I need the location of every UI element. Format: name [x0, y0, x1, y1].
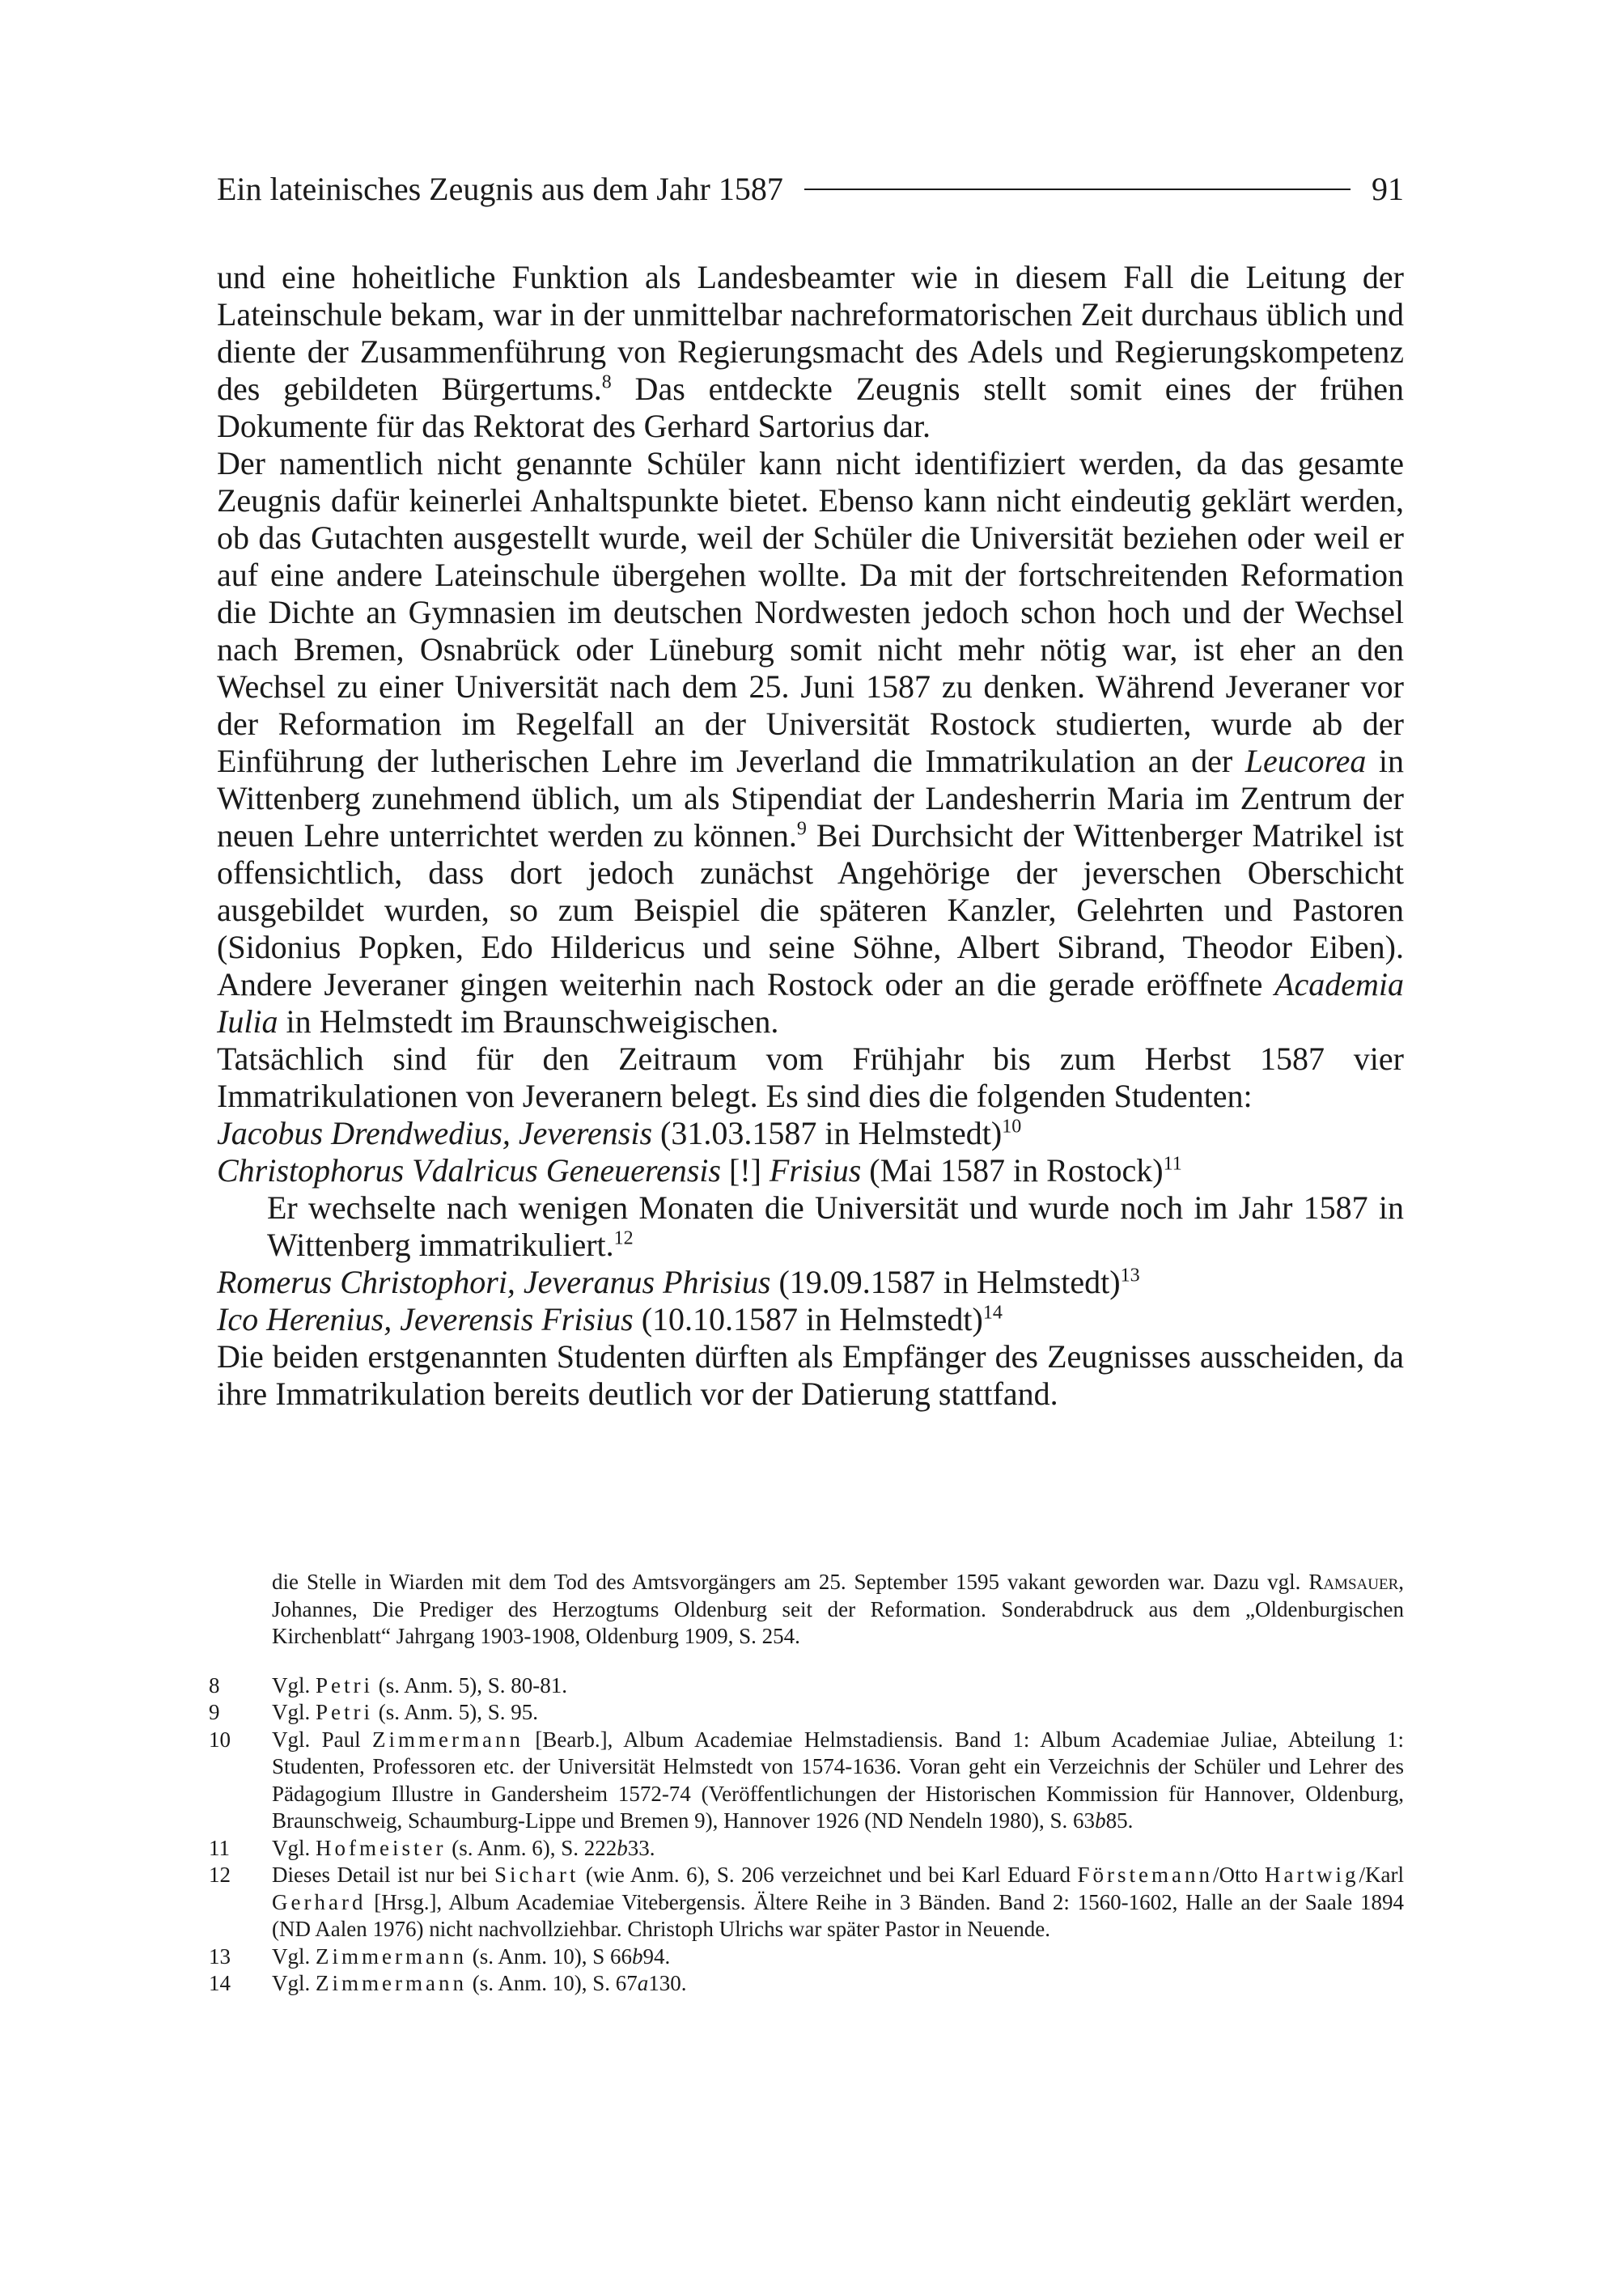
- running-head: [217, 165, 1404, 214]
- footnote-10-text-a: Vgl. Paul: [272, 1727, 373, 1752]
- student-detail-4: (10.10.1587 in Helmstedt): [633, 1301, 983, 1337]
- author-zimmermann: Zimmermann: [316, 1971, 467, 1995]
- author-petri: Petri: [316, 1700, 373, 1724]
- footnote-11: [209, 1835, 1404, 1863]
- page-number: 91: [1372, 171, 1404, 207]
- footnote-ref-13: 13: [1120, 1265, 1140, 1286]
- footnote-text: [272, 1835, 1404, 1863]
- footnote-number: 11: [209, 1835, 230, 1860]
- footnote-11-text-b: (s. Anm. 6), S. 222: [446, 1835, 617, 1860]
- footnote-13: [209, 1943, 1404, 1971]
- student-name-3: Romerus Christophori, Jeveranus Phrisius: [217, 1264, 771, 1300]
- footnote-10: [209, 1727, 1404, 1835]
- student-name-2: Christophorus Vdalricus Geneuerensis: [217, 1152, 721, 1189]
- footnote-text: [272, 1699, 1404, 1727]
- student-name-2-suffix: Frisius: [769, 1152, 862, 1189]
- paragraph-1-text-a: und eine hoheitliche Funktion als Landesbeamter wie in diesem Fall die Leitung der Lateinschule bekam, war in der unmittelbar nachreformatorischen Zeit durchaus üblich und diente der Zusammenführung von Regierungsmacht des Adels und Regierungskompetenz des gebildeten Bürgertums.: [217, 259, 1404, 407]
- footnote-number: 14: [209, 1971, 231, 1995]
- paragraph-3: Tatsächlich sind für den Zeitraum vom Frühjahr bis zum Herbst 1587 vier Immatrikulationen von Jeveranern belegt. Es sind dies die folgenden Studenten:: [217, 1041, 1404, 1114]
- footnote-14-italic: a: [637, 1971, 649, 1995]
- author-foerstemann: Förstemann: [1077, 1863, 1213, 1887]
- footnote-ref-8: 8: [601, 371, 612, 393]
- author-zimmermann: Zimmermann: [372, 1727, 524, 1752]
- running-head-rule: [804, 189, 1351, 190]
- footnote-text: [272, 1727, 1404, 1835]
- student-detail-3: (19.09.1587 in Helmstedt): [770, 1264, 1121, 1300]
- student-entry-4: [217, 1301, 1404, 1338]
- footnote-8-text-a: Vgl.: [272, 1672, 316, 1697]
- footnote-13-italic: b: [632, 1943, 643, 1969]
- student-sic-mark: [!]: [720, 1152, 770, 1189]
- footnote-11-text-a: Vgl.: [272, 1835, 316, 1860]
- footnote-12-text-d: /Karl: [1359, 1863, 1404, 1887]
- paragraph-2-text-b: in Wittenberg zunehmend üblich, um als Stipendiat der Landesherrin Maria im Zentrum der neuen Lehre unterrichtet werden zu können.: [217, 743, 1404, 854]
- student-entry-3: [217, 1264, 1404, 1301]
- running-head-title: Ein lateinisches Zeugnis aus dem Jahr 1587: [217, 171, 783, 207]
- paragraph-4: Die beiden erstgenannten Studenten dürften als Empfänger des Zeugnisses ausscheiden, da ihre Immatrikulation bereits deutlich vor der Datierung stattfand.: [217, 1338, 1404, 1412]
- footnote-number: 8: [209, 1672, 220, 1697]
- author-petri: Petri: [316, 1672, 373, 1697]
- footnote-12-text-b: (wie Anm. 6), S. 206 verzeichnet und bei Karl Eduard: [579, 1863, 1078, 1887]
- author-zimmermann: Zimmermann: [316, 1943, 467, 1969]
- footnote-14-text-c: 130.: [648, 1971, 687, 1995]
- footnote-number: 13: [209, 1943, 231, 1969]
- footnote-10-text-c: 85.: [1105, 1808, 1134, 1833]
- student-entry-1: [217, 1115, 1404, 1152]
- footnote-12-text-e: [Hrsg.], Album Academiae Vitebergensis. Ältere Reihe in 3 Bänden. Band 2: 1560-1602, Halle an der Saale 1894 (ND Aalen 1976) nicht nachvollziehbar. Christoph Ulrichs war später Pastor in Neuende.: [272, 1889, 1404, 1941]
- footnote-9-text-a: Vgl.: [272, 1700, 316, 1724]
- student-entry-2: [217, 1152, 1404, 1189]
- footnote-ref-14: 14: [982, 1302, 1003, 1324]
- footnote-number: 12: [209, 1863, 231, 1887]
- footnote-12-text-c: /Otto: [1213, 1863, 1266, 1887]
- footnote-continuation-text-a: die Stelle in Wiarden mit dem Tod des Amtsvorgängers am 25. September 1595 vakant geworden war. Dazu vgl.: [272, 1570, 1309, 1594]
- footnote-9: [209, 1699, 1404, 1727]
- footnote-number: 9: [209, 1700, 220, 1724]
- student-detail-2: (Mai 1587 in Rostock): [861, 1152, 1164, 1189]
- footnote-10-italic: b: [1095, 1808, 1106, 1833]
- paragraph-2: [217, 445, 1404, 1041]
- footnote-11-text-c: 33.: [627, 1835, 655, 1860]
- footnote-11-italic: b: [617, 1835, 628, 1860]
- footnote-continuation-text-b: , Johannes, Die Prediger des Herzogtums Oldenburg seit der Reformation. Sonderabdruck aus dem „Oldenburgischen Kirchenblatt“ Jahrgang 1903-1908, Oldenburg 1909, S. 254.: [272, 1570, 1404, 1648]
- student-name-4: Ico Herenius, Jeverensis Frisius: [217, 1301, 634, 1337]
- main-text: [217, 259, 1404, 1413]
- footnote-text: [272, 1672, 1404, 1700]
- paragraph-1-text-b: Das entdeckte Zeugnis stellt somit eines der frühen Dokumente für das Rektorat des Gerhard Sartorius dar.: [217, 371, 1404, 444]
- footnote-12-text-a: Dieses Detail ist nur bei: [272, 1863, 494, 1887]
- footnote-text: [272, 1943, 1404, 1971]
- author-ramsauer: Ramsauer: [1308, 1570, 1399, 1594]
- footnote-ref-9: 9: [796, 818, 807, 840]
- footnote-continuation: [209, 1569, 1404, 1651]
- student-detail-1: (31.03.1587 in Helmstedt): [652, 1115, 1003, 1151]
- footnote-text: [272, 1862, 1404, 1943]
- footnote-14-text-b: (s. Anm. 10), S. 67: [466, 1971, 638, 1995]
- footnote-ref-11: 11: [1163, 1153, 1182, 1175]
- footnote-14: [209, 1970, 1404, 1998]
- author-hartwig: Hartwig: [1265, 1863, 1359, 1887]
- footnotes: [209, 1547, 1404, 1998]
- footnote-number: 10: [209, 1727, 231, 1752]
- footnote-13-text-a: Vgl.: [272, 1943, 316, 1969]
- student-name-1: Jacobus Drendwedius, Jeverensis: [217, 1115, 653, 1151]
- student-entry-2-note: [217, 1189, 1404, 1264]
- paragraph-2-text-d: in Helmstedt im Braunschweigischen.: [278, 1003, 779, 1040]
- author-sichart: Sichart: [494, 1863, 579, 1887]
- paragraph-2-italic-academia: Academia Iulia: [217, 966, 1404, 1040]
- author-gerhard: Gerhard: [272, 1889, 367, 1914]
- footnote-14-text-a: Vgl.: [272, 1971, 316, 1995]
- footnote-8: [209, 1672, 1404, 1700]
- student-note-text: Er wechselte nach wenigen Monaten die Universität und wurde noch im Jahr 1587 in Wittenberg immatrikuliert.: [267, 1189, 1404, 1263]
- paragraph-1: [217, 259, 1404, 445]
- author-hofmeister: Hofmeister: [316, 1835, 447, 1860]
- footnote-13-text-b: (s. Anm. 10), S 66: [466, 1943, 632, 1969]
- footnote-ref-12: 12: [613, 1227, 634, 1249]
- footnote-13-text-c: 94.: [642, 1943, 671, 1969]
- paragraph-2-italic-leucorea: Leucorea: [1245, 743, 1367, 779]
- footnote-12: [209, 1862, 1404, 1943]
- footnote-text: [272, 1970, 1404, 1998]
- paragraph-2-text-c: Bei Durchsicht der Wittenberger Matrikel ist offensichtlich, dass dort jedoch zunächst Angehörige der jeverschen Oberschicht ausgebildet wurden, so zum Beispiel die späteren Kanzler, Gelehrten und Pastoren (Sidonius Popken, Edo Hildericus und seine Söhne, Albert Sibrand, Theodor Eiben). Andere Jeveraner gingen weiterhin nach Rostock oder an die gerade eröffnete: [217, 817, 1404, 1002]
- footnote-ref-10: 10: [1002, 1116, 1022, 1138]
- footnote-10-text-b: [Bearb.], Album Academiae Helmstadiensis. Band 1: Album Academiae Juliae, Abteilung 1: Studenten, Professoren etc. der Universität Helmstedt von 1574-1636. Voran geht ein Verzeichnis der Schüler und Lehrer des Pädagogium Illustre in Gandersheim 1572-74 (Veröffentlichungen der Historischen Kommission für Hannover, Oldenburg, Braunschweig, Schaumburg-Lippe und Bremen 9), Hannover 1926 (ND Nendeln 1980), S. 63: [272, 1727, 1404, 1833]
- footnote-8-text-b: (s. Anm. 5), S. 80-81.: [373, 1672, 568, 1697]
- footnote-9-text-b: (s. Anm. 5), S. 95.: [373, 1700, 539, 1724]
- paragraph-2-text-a: Der namentlich nicht genannte Schüler kann nicht identifiziert werden, da das gesamte Zeugnis dafür keinerlei Anhaltspunkte bietet. Ebenso kann nicht eindeutig geklärt werden, ob das Gutachten ausgestellt wurde, weil der Schüler die Universität beziehen oder weil er auf eine andere Lateinschule übergehen wollte. Da mit der fortschreitenden Reformation die Dichte an Gymnasien im deutschen Nordwesten jedoch schon hoch und der Wechsel nach Bremen, Osnabrück oder Lüneburg somit nicht mehr nötig war, ist eher an den Wechsel zu einer Universität nach dem 25. Juni 1587 zu denken. Während Jeveraner vor der Reformation im Regelfall an der Universität Rostock studierten, wurde ab der Einführung der lutherischen Lehre im Jeverland die Immatrikulation an der: [217, 445, 1404, 779]
